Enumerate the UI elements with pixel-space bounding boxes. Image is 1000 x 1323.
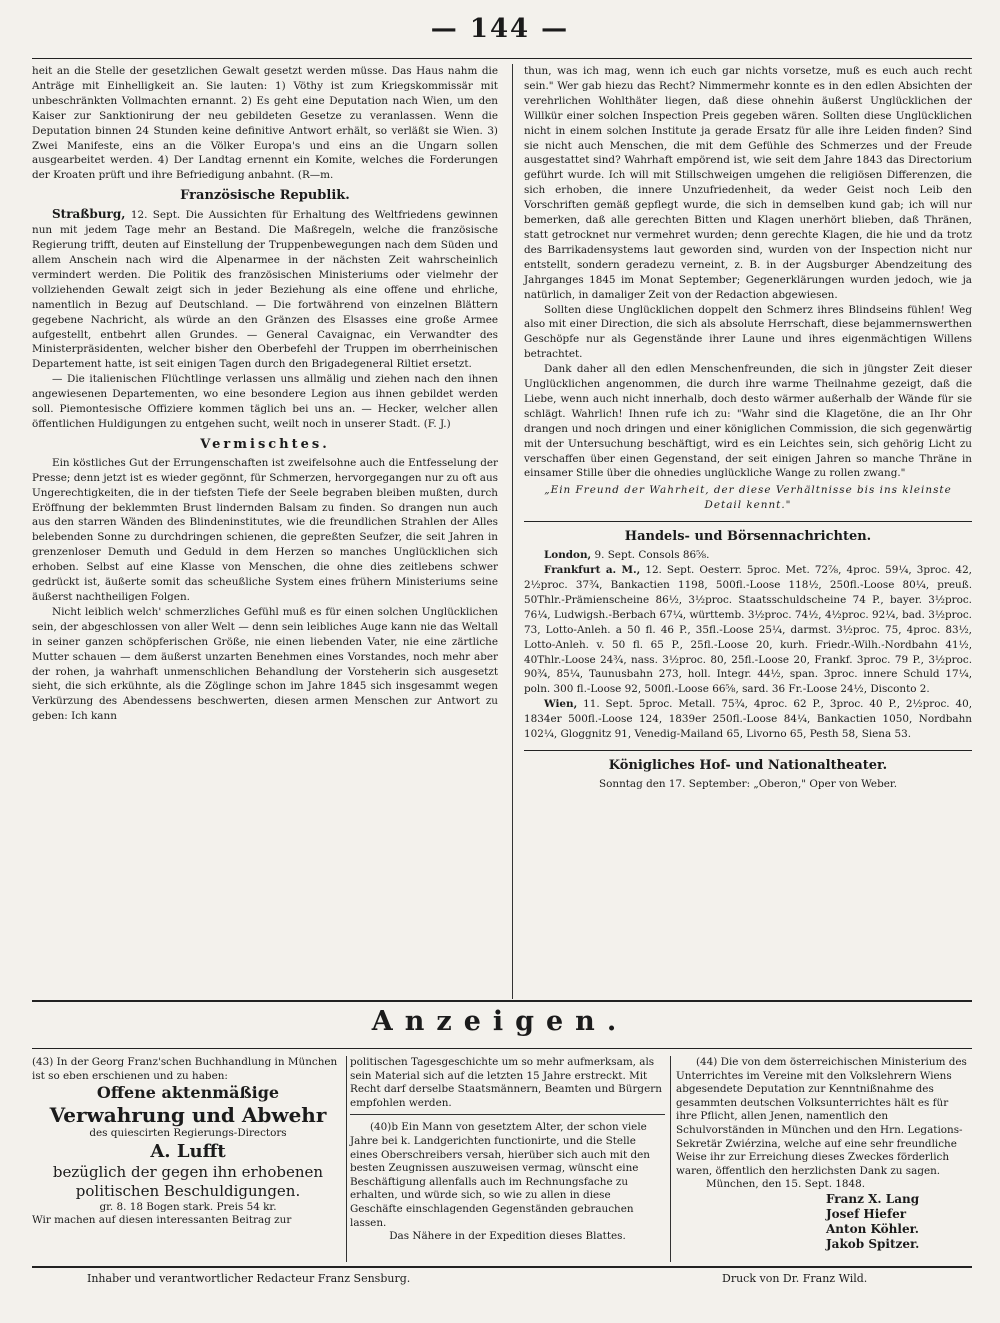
section-heading-france: Französische Republik. — [180, 188, 350, 204]
ad-title-line-1: Offene aktenmäßige — [96, 1083, 280, 1103]
advertisement-43 — [32, 1056, 344, 1228]
advertisement-44 — [676, 1056, 972, 1252]
page-number: — 144 — — [430, 14, 570, 44]
market-place-london: London, — [544, 549, 592, 562]
ad-price: gr. 8. 18 Bogen stark. Preis 54 kr. — [99, 1200, 277, 1213]
market-text-frankfurt: 12. Sept. Oesterr. 5proc. Met. 72⅞, 4proc. 59¼, 3proc. 42, 2½proc. 37¾, Bankactien 1198, 500fl.-Loose 118½, 250fl.-Loose 80¼, preuß. 50Thlr.-Prämienscheine 86½, 3½proc. Staatsschuldscheine 74 P., bayer. 3½proc. 76¼, Ludwigsh.-Berbach 67¼, württemb. 3½proc. 74½, 4½proc. 92¼, bad. 3½proc. 73, Lotto-Anleh. a 50 fl. 46 P., 35fl.-Loose 25¼, darmst. 3½proc. 75, 4proc. 83½, Lotto-Anleh. v. 50 fl. 65 P., 25fl.-Loose 20, kurh. Friedr.-Wilh.-Nordbahn 41½, 40Thlr.-Loose 24¾, nass. 3½proc. 80, 25fl.-Loose 20, Frankf. 3proc. 79 P., 3½proc. 90¾, 85¼, Taunusbahn 273, holl. Integr. 44½, span. 3proc. innere Schuld 17¼, poln. 300 fl.-Loose 92, 500fl.-Loose 66⅝, sard. 36 Fr.-Loose 24½, Disconto 2. — [524, 564, 972, 696]
blind-institute-paragraph-1: thun, was ich mag, wenn ich euch gar nichts vorsetze, muß es euch auch recht sein." Wer gab hiezu das Recht? Nimmermehr konnte es in den edlen Absichten der verehrlichen Wohlthäter liegen, daß diese ohnehin äußerst Unglücklichen der Willkür einer solchen Inspection Preis gegeben wären. Sollten diese Unglücklichen nicht in einem solchen Institute ja gerade Ersatz für alle ihre Leiden finden? Sind sie nicht auch Menschen, die mit dem Gefühle des Schmerzes und der Freude ausgestattet sind? Wahrhaft empörend ist, wie seit dem Jahre 1843 das Directorium geführt wurde. Ich will mit Stillschweigen umgehen die religiösen Differenzen, die sich erhoben, die innere Unzufriedenheit, da weder Geist noch Leib den Vorschriften gemäß gepflegt wurde, die sich in demselben kund gab; ich will nur bemerken, daß alle gerechten Bitten und Klagen unerhört blieben, daß Thränen, statt getrocknet nur vermehret wurden; denn gerechte Klagen, die hie und da trotz des Barrikadensystems laut geworden sind, wurden von der Inspection nicht nur entstellt, sondern geradezu verneint, z. B. in der Augsburger Abendzeitung des Jahrganges 1845 im Monat September; Gegenerklärungen wurden jedoch, wie ja natürlich, in damaliger Zeit von der Redaction abgewiesen. — [524, 65, 972, 301]
ad43-continuation: politischen Tagesgeschichte um so mehr aufmerksam, als sein Material sich auf die letzten 15 Jahre erstreckt. Mit Recht darf derselbe Staatsmännern, Beamten und Bürgern empfohlen werden. — [350, 1056, 662, 1109]
top-rule — [32, 58, 972, 59]
strasburg-report — [32, 207, 498, 372]
ad-note: Wir machen auf diesen interessanten Beitrag zur — [32, 1214, 292, 1227]
advertisement-40b: (40)b Ein Mann von gesetztem Alter, der schon viele Jahre bei k. Landgerichten functionirte, und die Stelle eines Oberschreibers versah, hierüber sich auch mit den besten Zeugnissen auszuweisen vermag, wünscht eine Beschäftigung allenfalls auch im Rechnungsfache zu erhalten, und würde sich, so wie zu allen in diese Geschäfte einschlagenden Gegenständen gebrauchen lassen. — [350, 1121, 650, 1229]
ad-44-date: München, den 15. Sept. 1848. — [706, 1178, 866, 1191]
market-place-wien: Wien, — [544, 698, 578, 711]
dateline-place: Straßburg, — [52, 207, 126, 222]
article-signature: „Ein Freund der Wahrheit, der diese Verhältnisse bis ins kleinste Detail kennt." — [544, 484, 952, 512]
market-text-wien: 11. Sept. 5proc. Metall. 75¾, 4proc. 62 P., 3proc. 40 P., 2½proc. 40, 1834er 500fl.-Loose 124, 1839er 250fl.-Loose 84¼, Bankactien 1050, Nordbahn 102¼, Gloggnitz 91, Venedig-Mailand 65, Livorno 65, Pesth 58, Siena 53. — [524, 698, 972, 741]
printer-line: Druck von Dr. Franz Wild. — [722, 1272, 868, 1285]
market-wien — [524, 697, 972, 742]
ad-divider — [670, 1056, 671, 1262]
section-rule — [524, 750, 972, 751]
footer-rule — [32, 1266, 972, 1268]
ad-44-text: (44) Die von dem österreichischen Ministerium des Unterrichtes im Vereine mit den Volkslehrern Wiens abgesendete Deputation zur Kenntnißnahme des gesammten deutschen Volksunterrichtes hält es für ihre Pflicht, allen Jenen, namentlich den Schulvorständen in München und den Hrn. Legations-Sekretär Zwiérzina, welche auf eine sehr freundliche Weise ihr zur Erreichung dieses Zweckes förderlich waren, öffentlich den herzlichsten Dank zu sagen. — [676, 1056, 967, 1177]
left-column — [32, 64, 498, 724]
advertisement-middle — [350, 1056, 665, 1244]
market-text-london: 9. Sept. Consols 86⅝. — [591, 549, 710, 562]
strasburg-report-2: — Die italienischen Flüchtlinge verlassen uns allmälig und ziehen nach den ihnen angewiesenen Departementen, wo eine besondere Legion aus ihnen gebildet werden soll. Piemontesische Offiziere kommen täglich bei uns an. — Hecker, welcher allen öffentlichen Huldigungen zu entgehen sucht, weilt noch in unserer Stadt. (F. J.) — [32, 373, 498, 430]
ad-separator — [350, 1114, 665, 1115]
market-place-frankfurt: Frankfurt a. M., — [544, 564, 641, 577]
column-divider — [512, 64, 513, 999]
ad-title-line-2: Verwahrung und Abwehr — [49, 1103, 327, 1128]
section-heading-trade: Handels- und Börsennachrichten. — [624, 529, 872, 545]
miscellany-paragraph-1: Ein köstliches Gut der Errungenschaften ist zweifelsohne auch die Entfesselung der Presse; denn jetzt ist es wieder gegönnt, für Schmerzen, hervorgegangen nur zu oft aus Ungerechtigkeiten, die in der tiefsten Tiefe der Seele begraben bleiben mußten, durch Eröffnung der beklemmten Brust lindernden Balsam zu finden. So drangen nun auch aus den starren Wänden des Blindeninstitutes, wie die freundlichen Strahlen der Alles belebenden Sonne zu durchdringen schienen, die gepreßten Seufzer, die seit Jahren in grenzenloser Demuth und Geduld in dem Herzen so manches Unglücklichen sich erhoben. Selbst auf eine Klasse von Menschen, die ohne dies zeitlebens schwer gedrückt ist, äußerte somit das scheußliche System eines frühern Ministeriums seine äußerst nachtheiligen Folgen. — [32, 456, 498, 603]
ad-author: A. Lufft — [150, 1140, 226, 1162]
ads-top-rule — [32, 1000, 972, 1002]
signatory: Franz X. Lang — [826, 1191, 920, 1206]
blind-institute-paragraph-2: Sollten diese Unglücklichen doppelt den Schmerz ihres Blindseins fühlen! Weg also mit einer Direction, die sich als absolute Herrschaft, diese bejammernswerthen Geschöpfe nur als Gegenstände ihrer Laune und ihres eigenmächtigen Willens betrachtet. — [524, 303, 972, 361]
ad-intro: (43) In der Georg Franz'schen Buchhandlung in München ist so eben erschienen und zu haben: — [32, 1056, 338, 1082]
signatory: Anton Köhler. — [826, 1221, 919, 1236]
ad-divider — [346, 1056, 347, 1262]
signatories — [826, 1192, 972, 1252]
market-frankfurt — [524, 563, 972, 697]
ad-title-line-3: des quiescirten Regierungs-Directors — [89, 1127, 287, 1140]
ad-40b-footer: Das Nähere in der Expedition dieses Blattes. — [389, 1230, 626, 1243]
market-london — [524, 548, 972, 563]
publisher-line: Inhaber und verantwortlicher Redacteur Franz Sensburg. — [87, 1272, 411, 1285]
right-column — [524, 64, 972, 792]
section-rule — [524, 521, 972, 522]
strasburg-text: 12. Sept. Die Aussichten für Erhaltung des Weltfriedens gewinnen nun mit jedem Tage mehr an Bestand. Die Maßregeln, welche die französische Regierung trifft, deuten auf Einstellung der Truppenbewegungen nach dem Süden und allem Anschein nach wird die Alpenarmee in der nächsten Zeit wahrscheinlich vermindert werden. Die Politik des französischen Ministeriums oder vielmehr der vollziehenden Gewalt zeigt sich in jeder Beziehung als eine offene und ehrliche, namentlich in Bezug auf Deutschland. — Die fortwährend von einzelnen Blättern gegebene Nachricht, als würde an den Gränzen des Elsasses eine große Armee aufgestellt, entbehrt allen Grundes. — General Cavaignac, ein Verwandter des Ministerpräsidenten, welcher bisher den Oberbefehl der Truppen im oberrheinischen Departement hatte, ist seit einigen Tagen durch den Brigadegeneral Riltiet ersetzt. — [32, 209, 498, 371]
section-heading-miscellany: Vermischtes. — [200, 436, 330, 452]
hungary-report: heit an die Stelle der gesetzlichen Gewalt gesetzt werden müsse. Das Haus nahm die Anträge mit Einhelligkeit an. Sie lauten: 1) Vöthy ist zum Kriegskommissär mit unbeschränkten Vollmachten ernannt. 2) Es geht eine Deputation nach Wien, um den Kaiser zur Sanktionirung der neu gebildeten Gesetze zu veranlassen. Wenn die Deputation binnen 24 Stunden keine definitive Antwort erhält, so verläßt sie Wien. 3) Zwei Manifeste, eins an die Völker Europa's und eins an die Ungarn sollen ausgearbeitet werden. 4) Der Landtag ernennt ein Komite, welches die Forderungen der Kroaten prüft und ihre Befriedigung anbahnt. (R—m. — [32, 65, 498, 182]
miscellany-paragraph-2: Nicht leiblich welch' schmerzliches Gefühl muß es für einen solchen Unglücklichen sein, der abgeschlossen von aller Welt — denn sein leibliches Auge kann nie das Weltall in seiner ganzen schöpferischen Größe, nie einen liebenden Vater, nie eine zärtliche Mutter schauen — dem äußerst unzarten Benehmen eines Vorstandes, noch mehr aber der rohen, ja wahrhaft unmenschlichen Behandlung der Vorsteherin sich ausgesetzt sieht, die sich erkühnte, als die Zöglinge schon im Jahre 1845 sich insgesammt wegen Verkürzung des Abendessens beschwerten, diesen armen Menschen zur Antwort zu geben: Ich kann — [32, 605, 498, 723]
theatre-program: Sonntag den 17. September: „Oberon," Oper von Weber. — [599, 777, 897, 790]
ads-heading-rule — [32, 1048, 972, 1049]
ad-subject: bezüglich der gegen ihn erhobenen politischen Beschuldigungen. — [52, 1162, 324, 1200]
section-heading-theatre: Königliches Hof- und Nationaltheater. — [608, 757, 888, 773]
ads-heading: Anzeigen. — [371, 1006, 629, 1037]
signatory: Jakob Spitzer. — [826, 1236, 920, 1251]
signatory: Josef Hiefer — [826, 1206, 907, 1221]
blind-institute-paragraph-3: Dank daher all den edlen Menschenfreunden, die sich in jüngster Zeit dieser Unglücklichen angenommen, die durch ihre warme Theilnahme gezeigt, daß die Liebe, wenn auch nicht innerhalb, doch desto wärmer außerhalb der Wände für sie schlägt. Wahrlich! Ihnen rufe ich zu: "Wahr sind die Klagetöne, die an Ihr Ohr drangen und noch dringen und einer königlichen Commission, die sich gegenwärtig mit der Untersuchung beschäftigt, wird es ein Leichtes sein, sich gehörig Licht zu verschaffen über einen Gegenstand, der seit einigen Jahren so manche Thräne in einsamer Stille über die ohnedies unglückliche Wange zu rollen zwang." — [524, 363, 972, 480]
